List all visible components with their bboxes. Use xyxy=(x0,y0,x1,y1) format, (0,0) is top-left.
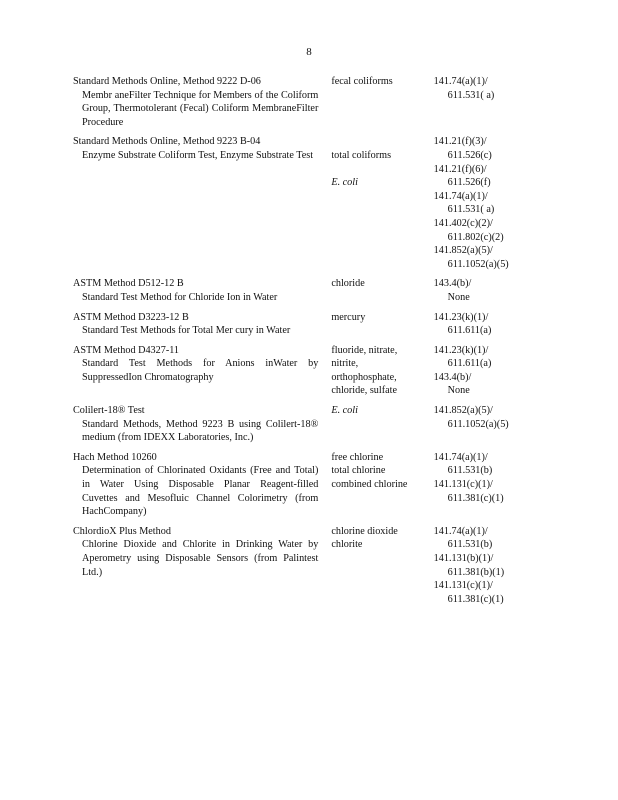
cfr-sub: 611.531( a) xyxy=(447,204,495,216)
method-title: Colilert-18® Test xyxy=(73,405,145,417)
cfr-main: 141.131(b)(1)/ xyxy=(433,553,494,564)
cfr-sub: None xyxy=(447,385,470,397)
analyte-cell: chloride xyxy=(331,278,365,290)
cfr-cell xyxy=(431,344,533,398)
analyte-cell: free chlorine total chlorine combined chlorine xyxy=(331,451,408,491)
cfr-main: 141.23(k)(1)/ xyxy=(433,344,489,356)
table-row xyxy=(73,525,533,607)
table-row xyxy=(73,344,533,398)
method-description: Standard Test Method for Chloride Ion in Water xyxy=(82,291,278,303)
cfr-cell xyxy=(431,311,533,338)
cfr-sub: 611.531( a) xyxy=(447,89,495,101)
cfr-entry xyxy=(434,525,533,552)
cfr-entry xyxy=(434,277,533,304)
cfr-entry xyxy=(434,217,533,244)
method-description: Standard Methods, Method 9223 B using Colilert-18® medium (from IDEXX Laboratories, Inc.) xyxy=(82,418,319,444)
cfr-entry xyxy=(434,163,533,190)
analyte-cell xyxy=(326,135,430,271)
method-cell xyxy=(73,311,326,338)
analyte-cell: fluoride, nitrate, nitrite, orthophosphate, chloride, sulfate xyxy=(331,344,398,397)
method-cell xyxy=(73,404,326,445)
cfr-sub: 611.531(b) xyxy=(447,539,493,551)
cfr-sub: 611.381(c)(1) xyxy=(447,593,504,605)
cfr-main: 143.4(b)/ xyxy=(433,371,472,383)
table-row xyxy=(73,135,533,271)
cfr-entry xyxy=(434,75,533,102)
cfr-main: 141.74(a)(1)/ xyxy=(433,525,488,537)
method-title: ASTM Method D4327-11 xyxy=(73,344,180,356)
cfr-entry xyxy=(434,344,533,371)
method-cell xyxy=(73,75,326,129)
method-title: Standard Methods Online, Method 9223 B-04 xyxy=(73,136,261,148)
analyte-cell: chlorine dioxide chlorite xyxy=(331,525,398,551)
cfr-main: 143.4(b)/ xyxy=(433,278,472,290)
cfr-entry xyxy=(434,311,533,338)
cfr-main: 141.402(c)(2)/ xyxy=(433,217,493,229)
method-title: ChlordioX Plus Method xyxy=(73,525,171,537)
table-row xyxy=(73,451,533,519)
cfr-cell xyxy=(431,404,533,445)
method-cell xyxy=(73,135,326,271)
table-row xyxy=(73,277,533,304)
method-cell xyxy=(73,277,326,304)
method-title: Standard Methods Online, Method 9222 D-06 xyxy=(73,76,261,87)
cfr-entry xyxy=(434,244,533,271)
method-cell xyxy=(73,525,326,607)
cfr-sub: 611.531(b) xyxy=(447,465,493,477)
cfr-sub: 611.381(c)(1) xyxy=(447,492,504,504)
method-description: Standard Test Methods for Total Mer cury in Water xyxy=(82,325,291,337)
analyte-cell: mercury xyxy=(331,311,366,323)
cfr-main: 141.23(k)(1)/ xyxy=(433,311,489,323)
cfr-sub: 611.1052(a)(5) xyxy=(447,418,509,430)
cfr-entry xyxy=(434,451,533,478)
cfr-sub: 611.1052(a)(5) xyxy=(447,258,509,270)
cfr-cell xyxy=(431,277,533,304)
method-title: Hach Method 10260 xyxy=(73,451,157,463)
cfr-sub: 611.802(c)(2) xyxy=(447,231,504,243)
method-cell xyxy=(73,451,326,519)
cfr-main: 141.131(c)(1)/ xyxy=(433,580,493,592)
cfr-entry xyxy=(434,404,533,431)
cfr-main: 141.852(a)(5)/ xyxy=(433,245,493,257)
page-number: 8 xyxy=(306,46,312,58)
analyte-cell: fecal coliforms xyxy=(331,76,393,87)
method-cell xyxy=(73,344,326,398)
analyte-cell: E. coli xyxy=(331,405,358,417)
cfr-entry xyxy=(434,135,533,162)
cfr-sub: None xyxy=(447,291,470,303)
cfr-entry xyxy=(434,190,533,217)
analyte-extra: E. coli xyxy=(331,177,358,189)
cfr-sub: 611.611(a) xyxy=(447,358,492,370)
cfr-main: 141.131(c)(1)/ xyxy=(433,479,493,491)
cfr-main: 141.74(a)(1)/ xyxy=(433,76,488,87)
cfr-cell xyxy=(431,75,533,129)
cfr-main: 141.852(a)(5)/ xyxy=(433,405,493,417)
method-description: Membr aneFilter Technique for Members of the Coliform Group, Thermotolerant (Fecal) Coliform MembraneFilter Procedure xyxy=(82,89,319,128)
cfr-entry xyxy=(434,552,533,579)
analyte-text: total coliforms xyxy=(331,149,392,161)
cfr-entry xyxy=(434,478,533,505)
method-title: ASTM Method D512-12 B xyxy=(73,278,184,290)
method-description: Standard Test Methods for Anions inWater by SuppressedIon Chromatography xyxy=(82,358,319,383)
method-title: ASTM Method D3223-12 B xyxy=(73,311,189,323)
method-description: Enzyme Substrate Coliform Test, Enzyme Substrate Test xyxy=(82,149,314,161)
cfr-main: 141.74(a)(1)/ xyxy=(433,451,488,463)
cfr-sub: 611.381(b)(1) xyxy=(447,566,505,578)
table-row xyxy=(73,311,533,338)
cfr-main: 141.74(a)(1)/ xyxy=(433,190,488,202)
cfr-main: 141.21(f)(3)/ xyxy=(433,136,487,148)
cfr-sub: 611.526(f) xyxy=(447,177,491,189)
methods-table xyxy=(73,75,533,612)
cfr-cell xyxy=(431,451,533,519)
cfr-main: 141.21(f)(6)/ xyxy=(433,163,487,175)
cfr-cell xyxy=(431,525,533,607)
table-row xyxy=(73,75,533,129)
method-description: Determination of Chlorinated Oxidants (Free and Total) in Water Using Disposable Planar Reagent-filled Cuvettes and Mesofluic Channel Colorimetry (from HachCompany) xyxy=(82,465,319,518)
cfr-cell xyxy=(431,135,533,271)
cfr-sub: 611.611(a) xyxy=(447,325,492,337)
cfr-entry xyxy=(434,371,533,398)
cfr-entry xyxy=(434,579,533,606)
cfr-sub: 611.526(c) xyxy=(447,149,492,161)
method-description: Chlorine Dioxide and Chlorite in Drinking Water by Aperometry using Disposable Sensors (from Palintest Ltd.) xyxy=(82,539,319,578)
table-row xyxy=(73,404,533,445)
